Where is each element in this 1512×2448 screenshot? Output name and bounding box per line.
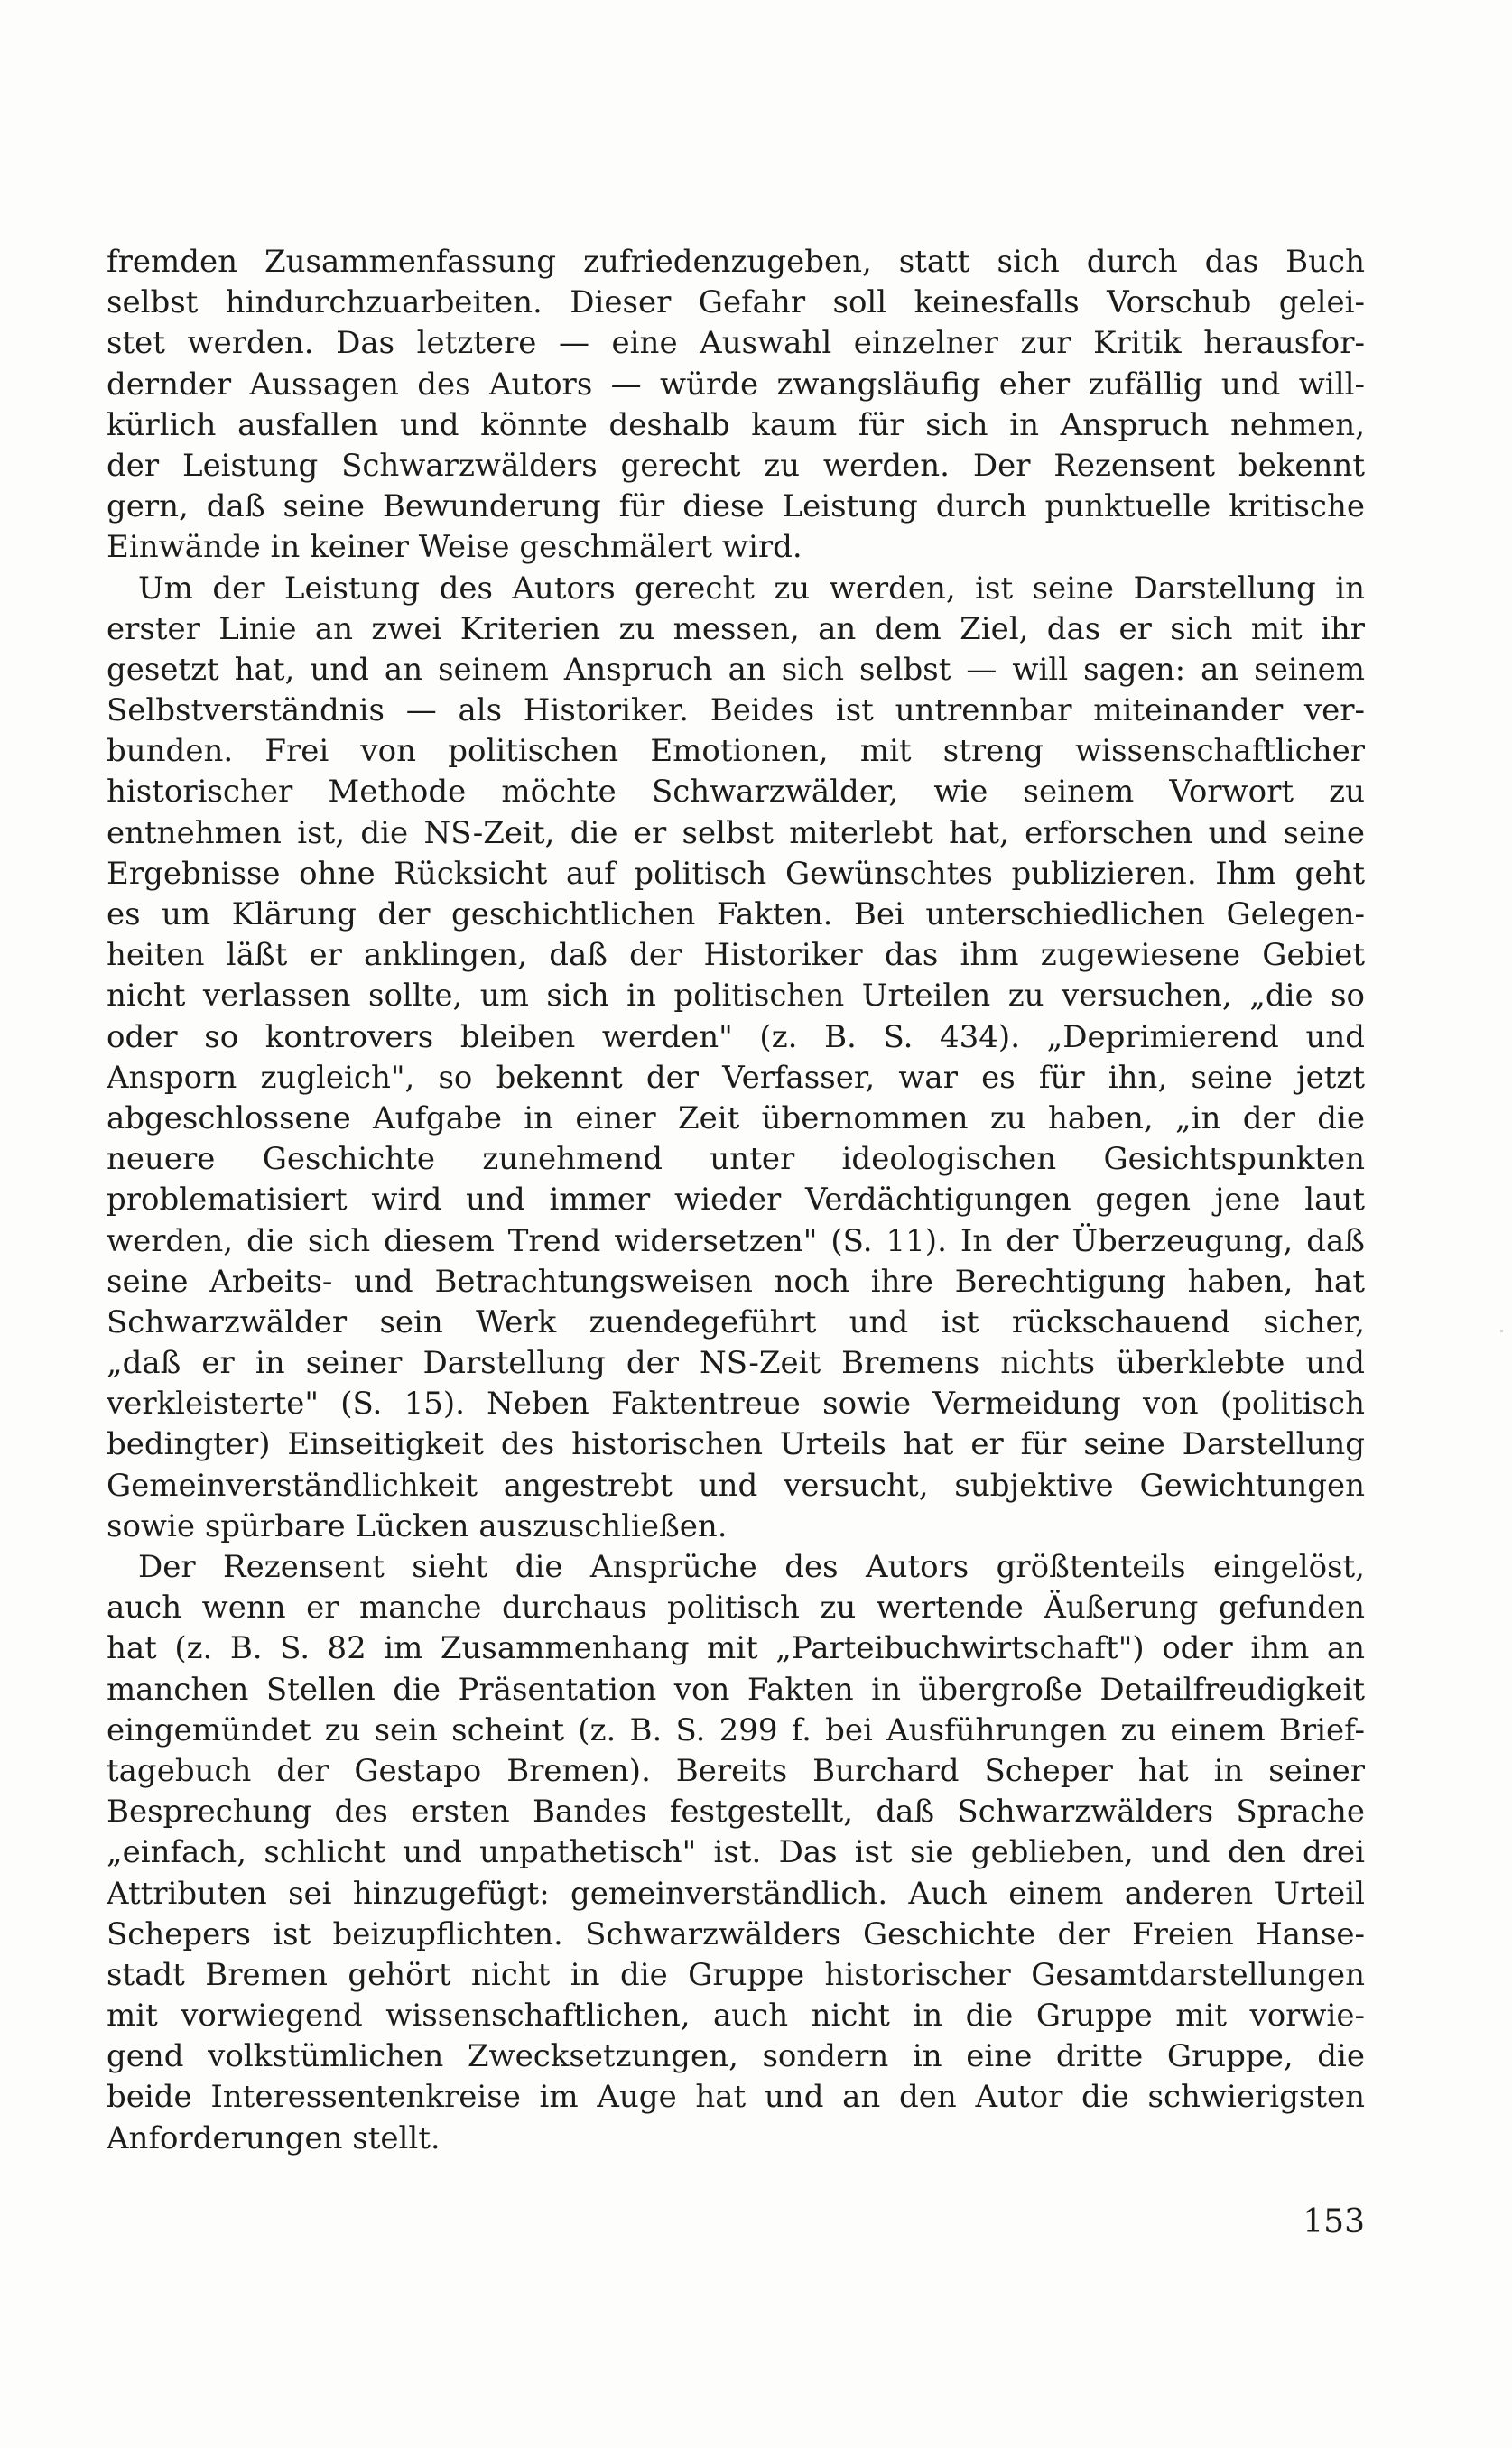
- text-line: nicht verlassen sollte, um sich in politischen Urteilen zu versuchen, „die so: [107, 978, 1365, 1015]
- text-line: dernder Aussagen des Autors — würde zwangsläufig eher zufällig und will-: [107, 366, 1365, 403]
- text-line: Gemeinverständlichkeit angestrebt und versucht, subjektive Gewichtungen: [107, 1467, 1365, 1504]
- text-line: seine Arbeits- und Betrachtungsweisen noch ihre Berechtigung haben, hat: [107, 1263, 1365, 1300]
- page-number: 153: [1303, 2203, 1365, 2240]
- text-line: beide Interessentenkreise im Auge hat und an den Autor die schwierigsten: [107, 2079, 1365, 2116]
- text-line: historischer Methode möchte Schwarzwälder, wie seinem Vorwort zu: [107, 774, 1365, 811]
- text-line: Besprechung des ersten Bandes festgestellt, daß Schwarzwälders Sprache: [107, 1794, 1365, 1831]
- text-line: „daß er in seiner Darstellung der NS-Zeit Bremens nichts überklebte und: [107, 1345, 1365, 1382]
- text-line: gend volkstümlichen Zwecksetzungen, sondern in eine dritte Gruppe, die: [107, 2038, 1365, 2075]
- text-line: stadt Bremen gehört nicht in die Gruppe historischer Gesamtdarstellungen: [107, 1956, 1365, 1993]
- text-line: sowie spürbare Lücken auszuschließen.: [107, 1507, 728, 1544]
- text-line: stet werden. Das letztere — eine Auswahl einzelner zur Kritik herausfor-: [107, 325, 1365, 362]
- text-line: Schwarzwälder sein Werk zuendegeführt und ist rückschauend sicher,: [107, 1303, 1365, 1340]
- text-line: kürlich ausfallen und könnte deshalb kaum für sich in Anspruch nehmen,: [107, 406, 1365, 443]
- text-line: eingemündet zu sein scheint (z. B. S. 299 f. bei Ausführungen zu einem Brief-: [107, 1711, 1365, 1748]
- text-line: Der Rezensent sieht die Ansprüche des Autors größtenteils eingelöst,: [138, 1549, 1365, 1585]
- text-line: Ergebnisse ohne Rücksicht auf politisch Gewünschtes publizieren. Ihm geht: [107, 855, 1365, 892]
- text-line: „einfach, schlicht und unpathetisch" ist. Das ist sie geblieben, und den drei: [107, 1834, 1365, 1871]
- text-line: Anforderungen stellt.: [107, 2119, 441, 2156]
- margin-mark: [1500, 1330, 1503, 1332]
- text-line: Ansporn zugleich", so bekennt der Verfasser, war es für ihn, seine jetzt: [107, 1059, 1365, 1096]
- text-line: Attributen sei hinzugefügt: gemeinverständlich. Auch einem anderen Urteil: [107, 1875, 1365, 1912]
- text-line: erster Linie an zwei Kriterien zu messen, an dem Ziel, das er sich mit ihr: [107, 610, 1365, 647]
- text-line: bedingter) Einseitigkeit des historischen Urteils hat er für seine Darstellung: [107, 1426, 1365, 1463]
- paragraph: [107, 242, 1365, 569]
- text-line: auch wenn er manche durchaus politisch zu wertende Äußerung gefunden: [107, 1590, 1365, 1627]
- body-text: [107, 242, 1365, 2159]
- text-line: der Leistung Schwarzwälders gerecht zu werden. Der Rezensent bekennt: [107, 447, 1365, 484]
- text-line: mit vorwiegend wissenschaftlichen, auch nicht in die Gruppe mit vorwie-: [107, 1998, 1365, 2035]
- text-line: oder so kontrovers bleiben werden" (z. B. S. 434). „Deprimierend und: [107, 1018, 1365, 1055]
- text-line: manchen Stellen die Präsentation von Fakten in übergroße Detailfreudigkeit: [107, 1671, 1365, 1708]
- text-line: selbst hindurchzuarbeiten. Dieser Gefahr soll keinesfalls Vorschub gelei-: [107, 284, 1365, 321]
- paragraph: [107, 1547, 1365, 2159]
- text-line: Selbstverständnis — als Historiker. Beides ist untrennbar miteinander ver-: [107, 692, 1365, 729]
- text-line: fremden Zusammenfassung zufriedenzugeben, statt sich durch das Buch: [107, 244, 1365, 280]
- text-line: Einwände in keiner Weise geschmälert wird.: [107, 529, 802, 566]
- text-line: es um Klärung der geschichtlichen Fakten. Bei unterschiedlichen Gelegen-: [107, 896, 1365, 932]
- text-line: gern, daß seine Bewunderung für diese Leistung durch punktuelle kritische: [107, 488, 1365, 525]
- text-line: werden, die sich diesem Trend widersetzen" (S. 11). In der Überzeugung, daß: [107, 1222, 1365, 1259]
- text-line: heiten läßt er anklingen, daß der Historiker das ihm zugewiesene Gebiet: [107, 937, 1365, 974]
- text-line: hat (z. B. S. 82 im Zusammenhang mit „Parteibuchwirtschaft") oder ihm an: [107, 1630, 1365, 1667]
- text-line: neuere Geschichte zunehmend unter ideologischen Gesichtspunkten: [107, 1141, 1365, 1178]
- text-line: abgeschlossene Aufgabe in einer Zeit übernommen zu haben, „in der die: [107, 1099, 1365, 1136]
- text-line: gesetzt hat, und an seinem Anspruch an sich selbst — will sagen: an seinem: [107, 651, 1365, 688]
- text-line: tagebuch der Gestapo Bremen). Bereits Burchard Scheper hat in seiner: [107, 1752, 1365, 1789]
- text-line: Um der Leistung des Autors gerecht zu werden, ist seine Darstellung in: [138, 570, 1365, 607]
- text-line: verkleisterte" (S. 15). Neben Faktentreue sowie Vermeidung von (politisch: [107, 1386, 1365, 1423]
- text-line: entnehmen ist, die NS-Zeit, die er selbst miterlebt hat, erforschen und seine: [107, 814, 1365, 851]
- text-line: problematisiert wird und immer wieder Verdächtigungen gegen jene laut: [107, 1182, 1365, 1219]
- paragraph: [107, 569, 1365, 1548]
- text-line: Schepers ist beizupflichten. Schwarzwälders Geschichte der Freien Hanse-: [107, 1915, 1365, 1952]
- text-line: bunden. Frei von politischen Emotionen, mit streng wissenschaftlicher: [107, 733, 1365, 770]
